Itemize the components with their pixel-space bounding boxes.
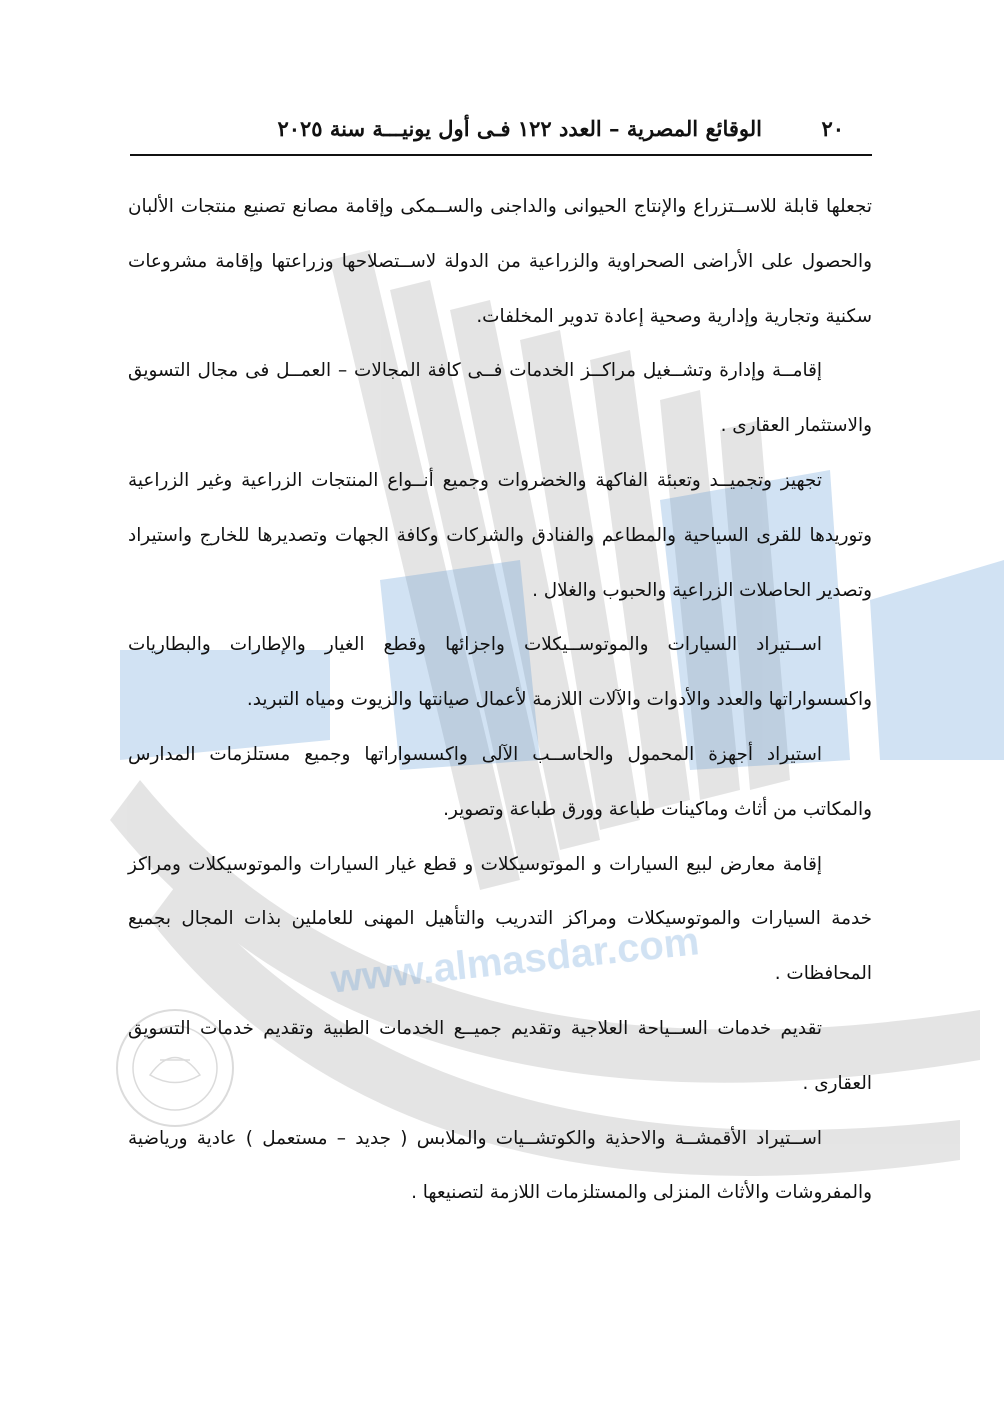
document-body [128, 180, 872, 1221]
paragraph: إقامــة وإدارة وتشــغيل مراكــز الخدمات فــى كافة المجالات – العمــل فى مجال التسويق والاستثمار العقارى . [128, 360, 872, 437]
page-header [130, 116, 872, 152]
paragraph: اســتيراد السيارات والموتوســيكلات واجزائها وقطع الغيار والإطارات والبطاريات واكسسواراتها والعدد والأدوات والآلات اللازمة لأعمال صيانتها والزيوت ومياه التبريد. [128, 634, 872, 711]
paragraph: إقامة معارض لبيع السيارات و الموتوسيكلات و قطع غيار السيارات والموتوسيكلات ومراكز خدمة السيارات والموتوسيكلات ومراكز التدريب والتأهيل المهنى للعاملين بذات المجال بجميع المحافظات . [128, 853, 872, 985]
paragraph: تجهيز وتجميــد وتعبئة الفاكهة والخضروات وجميع أنــواع المنتجات الزراعية وغير الزراعية وتوريدها للقرى السياحية والمطاعم والفنادق والشركات وكافة الجهات وتصديرها للخارج واستيراد وتصدير الحاصلات الزراعية والحبوب والغلال . [128, 469, 872, 601]
watermark-url: www.almasdar.com [328, 919, 702, 1002]
gazette-title: الوقائع المصرية – العدد ١٢٢ فـى أول يونيـــة سنة ٢٠٢٥ [277, 116, 762, 141]
paragraph: تجعلها قابلة للاســتزراع والإنتاج الحيوانى والداجنى والســمكى وإقامة مصانع تصنيع منتجات الألبان والحصول على الأراضى الصحراوية والزراعية من الدولة لاســتصلاحها وزراعتها وإقامة مشروعات سكنية وتجارية وإدارية وصحية إعادة تدوير المخلفات. [128, 196, 872, 327]
header-divider [130, 154, 872, 156]
paragraph: اســتيراد الأقمشــة والاحذية والكوتشــيات والملابس ( جديد – مستعمل ) عادية ورياضية والمفروشات والأثاث المنزلى والمستلزمات اللازمة لتصنيعها . [128, 1127, 872, 1204]
page-number: ٢٠ [821, 116, 844, 141]
paragraph: استيراد أجهزة المحمول والحاســب الآلى واكسسواراتها وجميع مستلزمات المدارس والمكاتب من أثاث وماكينات طباعة وورق طباعة وتصوير. [128, 743, 872, 820]
paragraph: تقديم خدمات الســياحة العلاجية وتقديم جميــع الخدمات الطبية وتقديم خدمات التسويق العقارى . [128, 1017, 872, 1094]
